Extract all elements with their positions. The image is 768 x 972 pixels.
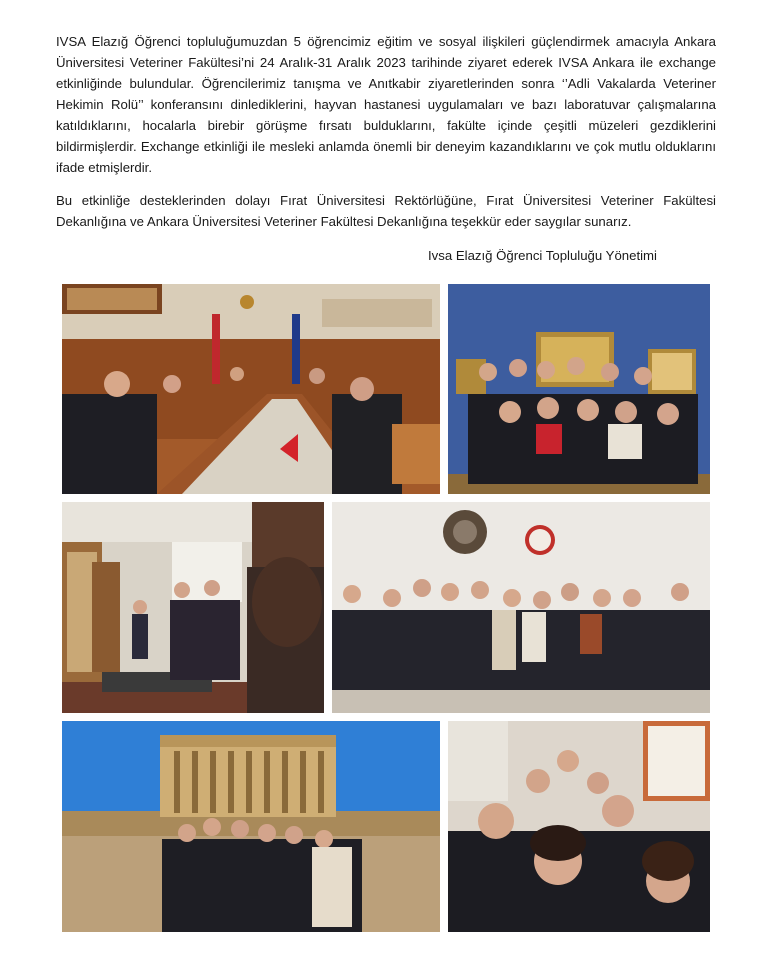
photo-anitkabir bbox=[62, 721, 440, 932]
photo-museum-group bbox=[448, 284, 710, 494]
body-paragraph-1: IVSA Elazığ Öğrenci topluluğumuzdan 5 öğrencimiz eğitim ve sosyal ilişkileri güçlendirmek amacıyla Ankara Üniversitesi Veteriner Fakültesi’ni 24 Aralık-31 Aralık 2023 tarihinde ziyaret ederek IVSA Ankara ile exchange etkinliğinde bulundular. Öğrencilerimiz tanışma ve Anıtkabir ziyaretlerinden sonra ‘’Adli Vakalarda Veteriner Hekimin Rolü’’ konferansını dinlediklerini, hayvan hastanesi uygulamaları ve bazı laboratuvar çalışmalarına katıldıklarını, hocalarla birebir görüşme fırsatı bulduklarını, fakülte içinde çeşitli müzeleri gezdiklerini bildirmişlerdir. Exchange etkinliği ile mesleki anlamda önemli bir deneyim kazandıklarını ve çok mutlu olduklarını ifade etmişlerdir. bbox=[56, 34, 716, 175]
photo-lab-room bbox=[62, 502, 324, 713]
photo-meeting-room bbox=[62, 284, 440, 494]
photo-selfie bbox=[448, 721, 710, 932]
photo-hall-group bbox=[332, 502, 710, 713]
signature-line: Ivsa Elazığ Öğrenci Topluluğu Yönetimi bbox=[428, 248, 657, 263]
body-paragraph-2: Bu etkinliğe desteklerinden dolayı Fırat Üniversitesi Rektörlüğüne, Fırat Üniversitesi Veteriner Fakültesi Dekanlığına ve Ankara Üniversitesi Veteriner Fakültesi Dekanlığına teşekkür eder saygılar sunarız. bbox=[56, 193, 716, 229]
